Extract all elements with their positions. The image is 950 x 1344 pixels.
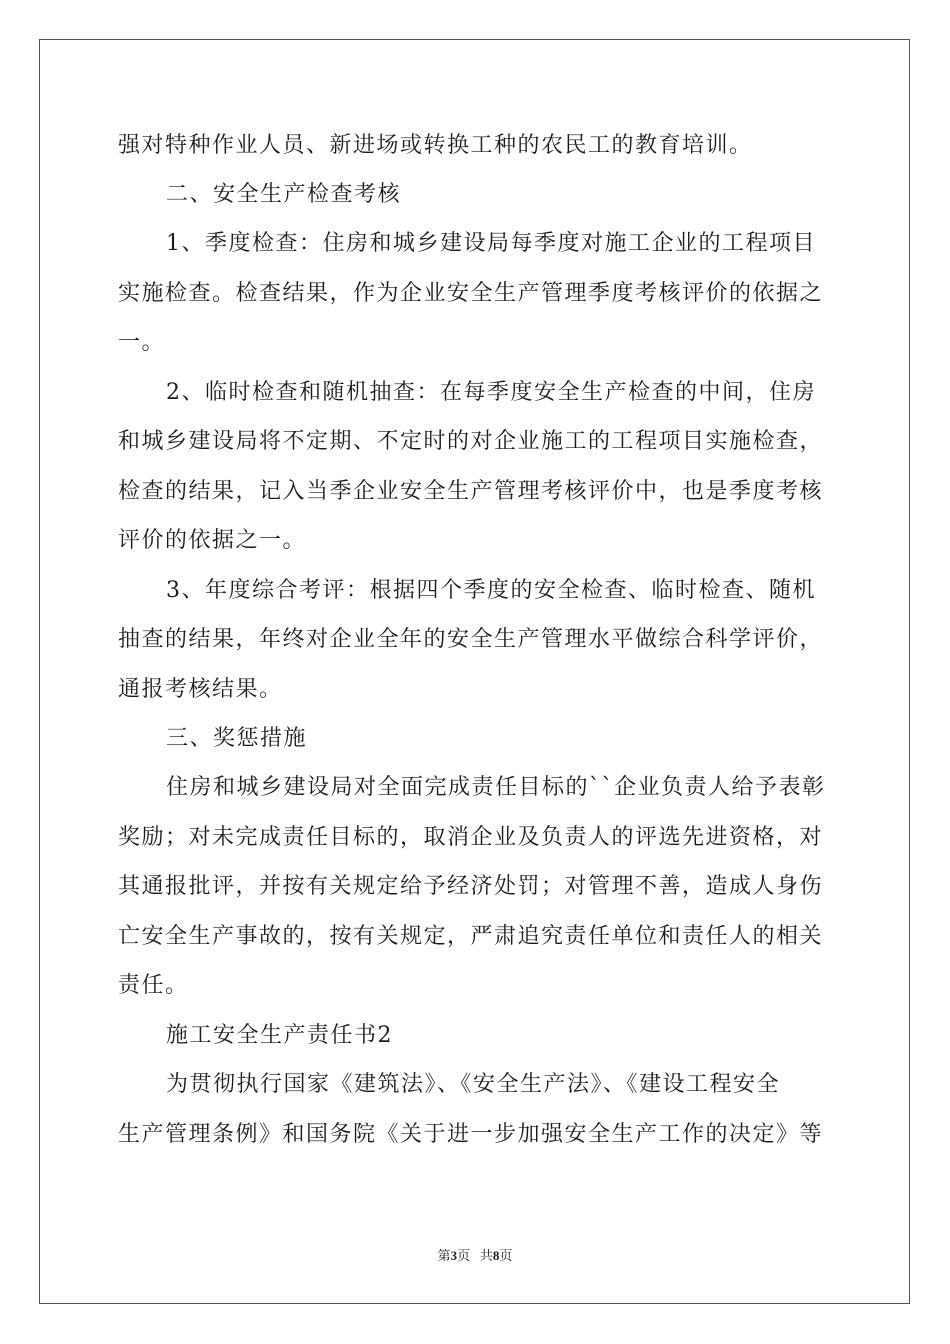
paragraph-line: 亡安全生产事故的，按有关规定，严肃追究责任单位和责任人的相关 bbox=[118, 924, 824, 949]
paragraph-line: 强对特种作业人员、新进场或转换工种的农民工的教育培训。 bbox=[118, 133, 753, 158]
paragraph-line: 2、临时检查和随机抽查：在每季度安全生产检查的中间，住房 bbox=[166, 380, 816, 405]
paragraph-line: 3、年度综合考评：根据四个季度的安全检查、临时检查、随机 bbox=[166, 578, 816, 603]
paragraph-line: 1、季度检查：住房和城乡建设局每季度对施工企业的工程项目 bbox=[166, 231, 816, 256]
paragraph-line: 抽查的结果，年终对企业全年的安全生产管理水平做综合科学评价， bbox=[118, 627, 824, 652]
paragraph-line: 和城乡建设局将不定期、不定时的对企业施工的工程项目实施检查， bbox=[118, 429, 824, 454]
paragraph-line: 实施检查。检查结果，作为企业安全生产管理季度考核评价的依据之 bbox=[118, 281, 824, 306]
total-prefix: 共 bbox=[479, 1248, 493, 1263]
page-suffix: 页 bbox=[457, 1248, 471, 1263]
paragraph-line: 生产管理条例》和国务院《关于进一步加强安全生产工作的决定》等 bbox=[118, 1122, 824, 1147]
paragraph-line: 通报考核结果。 bbox=[118, 677, 283, 702]
paragraph-line: 检查的结果，记入当季企业安全生产管理考核评价中，也是季度考核 bbox=[118, 479, 824, 504]
paragraph-line: 其通报批评，并按有关规定给予经济处罚；对管理不善，造成人身伤 bbox=[118, 874, 824, 899]
total-suffix: 页 bbox=[499, 1248, 513, 1263]
section-title: 施工安全生产责任书2 bbox=[166, 1023, 393, 1048]
page-number: 3 bbox=[450, 1248, 458, 1263]
paragraph-line: 为贯彻执行国家《建筑法》、《安全生产法》、《建设工程安全 bbox=[166, 1072, 781, 1097]
section-heading: 三、奖惩措施 bbox=[166, 726, 308, 751]
paragraph-line: 住房和城乡建设局对全面完成责任目标的``企业负责人给予表彰 bbox=[166, 775, 826, 800]
paragraph-line: 一。 bbox=[118, 330, 166, 355]
paragraph-line: 责任。 bbox=[118, 973, 189, 998]
paragraph-line: 奖励；对未完成责任目标的，取消企业及负责人的评选先进资格，对 bbox=[118, 825, 824, 850]
page-prefix: 第 bbox=[437, 1248, 451, 1263]
page-footer bbox=[0, 1245, 950, 1264]
total-pages: 8 bbox=[492, 1248, 500, 1263]
paragraph-line: 评价的依据之一。 bbox=[118, 528, 307, 553]
section-heading: 二、安全生产检查考核 bbox=[166, 182, 402, 207]
